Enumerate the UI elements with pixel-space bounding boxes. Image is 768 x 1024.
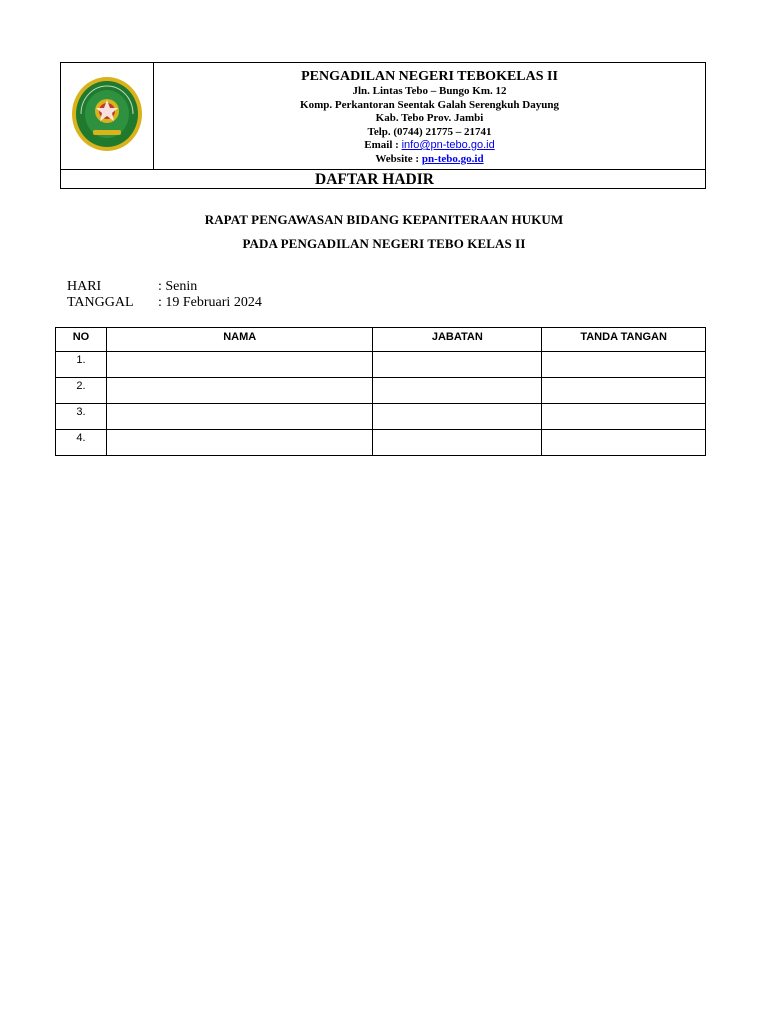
signature-cell[interactable]	[542, 352, 706, 378]
court-name: PENGADILAN NEGERI TEBOKELAS II	[301, 69, 558, 84]
day-value: : Senin	[158, 279, 198, 294]
day-label: HARI	[67, 279, 102, 294]
header-nama: NAMA	[106, 328, 373, 352]
table-header-row	[56, 328, 706, 352]
website-line	[154, 153, 705, 167]
court-emblem-icon	[71, 76, 143, 152]
name-cell[interactable]	[106, 352, 373, 378]
position-cell[interactable]	[373, 352, 542, 378]
row-number: 3.	[56, 404, 107, 430]
letterhead-info	[154, 63, 705, 169]
address-line-1: Jln. Lintas Tebo – Bungo Km. 12	[352, 85, 507, 97]
header-no: NO	[56, 328, 107, 352]
table-row	[56, 430, 706, 456]
signature-cell[interactable]	[542, 404, 706, 430]
row-number: 2.	[56, 378, 107, 404]
address-line-3: Kab. Tebo Prov. Jambi	[375, 112, 484, 124]
row-number: 4.	[56, 430, 107, 456]
meeting-title-line-1: RAPAT PENGAWASAN BIDANG KEPANITERAAN HUKUM	[204, 212, 564, 227]
address-line-2: Komp. Perkantoran Seentak Galah Serengkuh Dayung	[300, 98, 559, 111]
table-row	[56, 352, 706, 378]
email-line	[154, 139, 705, 153]
letterhead	[60, 62, 706, 189]
position-cell[interactable]	[373, 430, 542, 456]
name-cell[interactable]	[106, 430, 373, 456]
logo-cell	[61, 63, 154, 169]
document-title: DAFTAR HADIR	[61, 169, 705, 188]
name-cell[interactable]	[106, 404, 373, 430]
header-tanda-tangan: TANDA TANGAN	[542, 328, 706, 352]
meeting-title-line-2: PADA PENGADILAN NEGERI TEBO KELAS II	[242, 236, 526, 251]
position-cell[interactable]	[373, 378, 542, 404]
table-row	[56, 378, 706, 404]
phone-line: Telp. (0744) 21775 – 21741	[367, 125, 492, 138]
website-label: Website :	[375, 152, 422, 165]
day-row	[67, 279, 197, 295]
date-label: TANGGAL	[67, 295, 134, 310]
table-row	[56, 404, 706, 430]
attendance-table	[55, 327, 706, 456]
position-cell[interactable]	[373, 404, 542, 430]
header-jabatan: JABATAN	[373, 328, 542, 352]
signature-cell[interactable]	[542, 378, 706, 404]
name-cell[interactable]	[106, 378, 373, 404]
row-number: 1.	[56, 352, 107, 378]
email-link[interactable]: info@pn-tebo.go.id	[401, 139, 495, 151]
website-link[interactable]: pn-tebo.go.id	[421, 152, 484, 165]
signature-cell[interactable]	[542, 430, 706, 456]
date-row	[67, 295, 262, 311]
date-value: : 19 Februari 2024	[158, 295, 262, 310]
email-label: Email :	[364, 139, 402, 151]
